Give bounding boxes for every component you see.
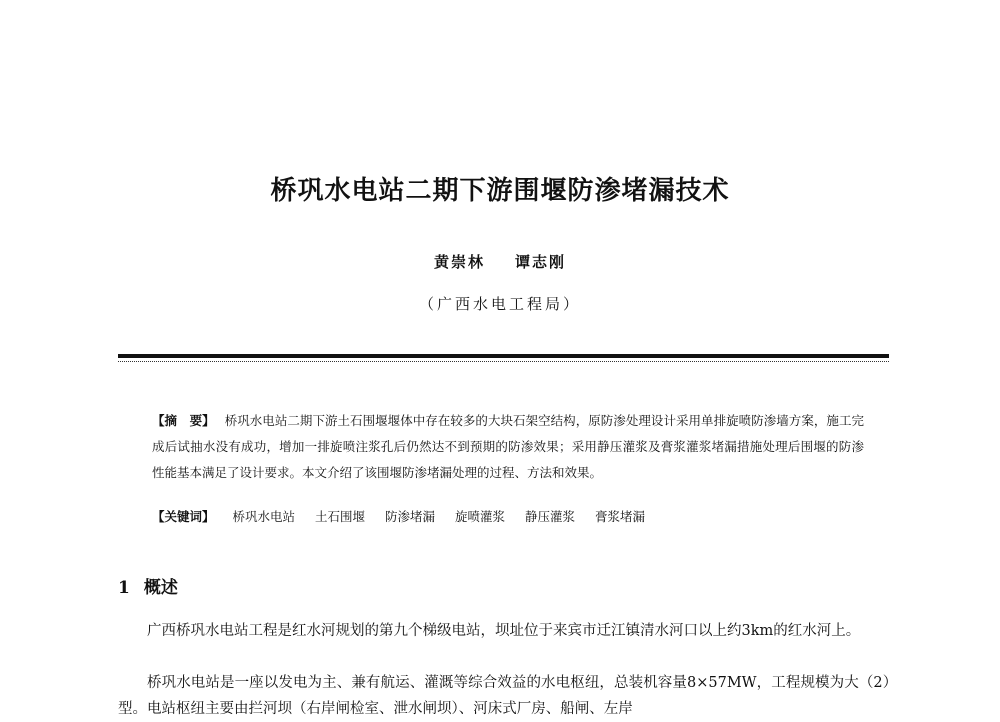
keyword: 静压灌浆 — [525, 509, 576, 524]
body-paragraph: 广西桥巩水电站工程是红水河规划的第九个梯级电站，坝址位于来宾市迁江镇清水河口以上约3km的红水河上。 — [147, 623, 861, 639]
keyword: 旋喷灌浆 — [455, 509, 506, 524]
keywords-label: 【关键词】 — [152, 509, 215, 524]
section-title: 概述 — [143, 578, 178, 598]
keyword: 防渗堵漏 — [385, 509, 436, 524]
body-paragraph: 桥巩水电站是一座以发电为主、兼有航运、灌溉等综合效益的水电枢纽，总装机容量8×57MW，工程规模为大（2）型。电站枢纽主要由拦河坝（右岸闸检室、泄水闸坝）、河床式厂房、船闸、左岸 — [118, 675, 890, 717]
affiliation: （广西水电工程局） — [418, 295, 581, 313]
header-divider-thin — [118, 361, 889, 362]
author-list — [0, 251, 1000, 272]
abstract-text: 桥巩水电站二期下游土石围堰堰体中存在较多的大块石架空结构，原防渗处理设计采用单排旋喷防渗墙方案，施工完成后试抽水没有成功，增加一排旋喷注浆孔后仍然达不到预期的防渗效果；采用静压灌浆及膏浆灌浆堵漏措施处理后围堰的防渗性能基本满足了设计要求。本文介绍了该围堰防渗堵漏处理的过程、方法和效果。 — [152, 413, 864, 480]
paper-title: 桥巩水电站二期下游围堰防渗堵漏技术 — [270, 176, 730, 206]
section-heading — [118, 573, 178, 598]
section-number: 1 — [118, 578, 130, 598]
keyword: 土石围堰 — [315, 509, 366, 524]
keyword: 桥巩水电站 — [232, 509, 296, 524]
abstract-label: 【摘 要】 — [152, 413, 215, 428]
keywords-block — [152, 507, 864, 527]
author-name: 黄崇林 — [433, 253, 485, 271]
author-name: 谭志刚 — [515, 253, 567, 271]
keyword: 膏浆堵漏 — [595, 509, 646, 524]
header-divider-thick — [118, 354, 889, 358]
abstract-block — [152, 408, 864, 486]
